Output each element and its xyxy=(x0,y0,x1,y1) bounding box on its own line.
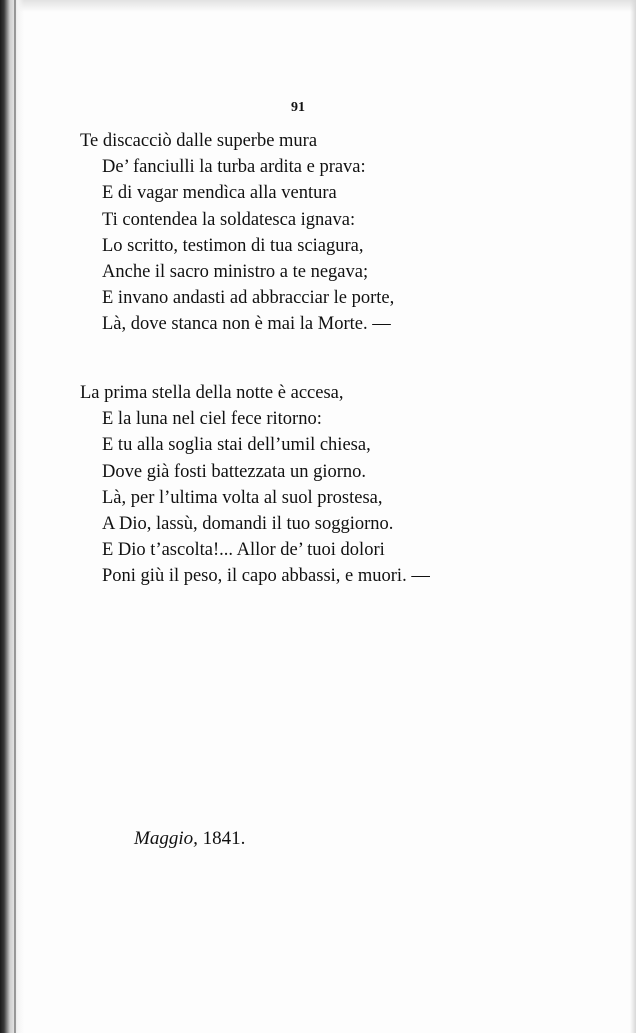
verse-line: Lo scritto, testimon di tua sciagura, xyxy=(102,235,364,256)
signature-year: 1841. xyxy=(202,828,246,849)
poem-stanza-1 xyxy=(80,128,560,338)
verse-line: A Dio, lassù, domandi il tuo soggiorno. xyxy=(102,514,394,535)
page-number: 91 xyxy=(291,100,305,115)
verse-line: E Dio t’ascolta!... Allor de’ tuoi dolori xyxy=(102,540,385,561)
verse-line: Là, dove stanca non è mai la Morte. — xyxy=(102,314,391,335)
verse-line: E invano andasti ad abbracciar le porte, xyxy=(102,288,395,309)
page-right-edge xyxy=(630,0,636,1033)
poem-stanza-2 xyxy=(80,380,560,590)
book-spine-shadow xyxy=(0,0,24,1033)
verse-line: E tu alla soglia stai dell’umil chiesa, xyxy=(102,435,371,456)
verse-line: Anche il sacro ministro a te negava; xyxy=(102,262,369,283)
verse-line: Là, per l’ultima volta al suol prostesa, xyxy=(102,487,383,508)
date-signature xyxy=(134,828,245,850)
page-top-edge xyxy=(0,0,636,12)
signature-month: Maggio, xyxy=(134,828,198,849)
verse-line: Poni giù il peso, il capo abbassi, e muori. — xyxy=(102,566,430,587)
verse-line: Dove già fosti battezzata un giorno. xyxy=(102,461,367,482)
verse-line: Te discacciò dalle superbe mura xyxy=(80,131,318,151)
verse-line: E la luna nel ciel fece ritorno: xyxy=(102,409,322,430)
book-spine-line xyxy=(14,0,16,1033)
verse-line: La prima stella della notte è accesa, xyxy=(80,383,344,403)
verse-line: De’ fanciulli la turba ardita e prava: xyxy=(102,157,366,178)
verse-line: Ti contendea la soldatesca ignava: xyxy=(102,209,356,230)
verse-line: E di vagar mendìca alla ventura xyxy=(102,183,337,204)
